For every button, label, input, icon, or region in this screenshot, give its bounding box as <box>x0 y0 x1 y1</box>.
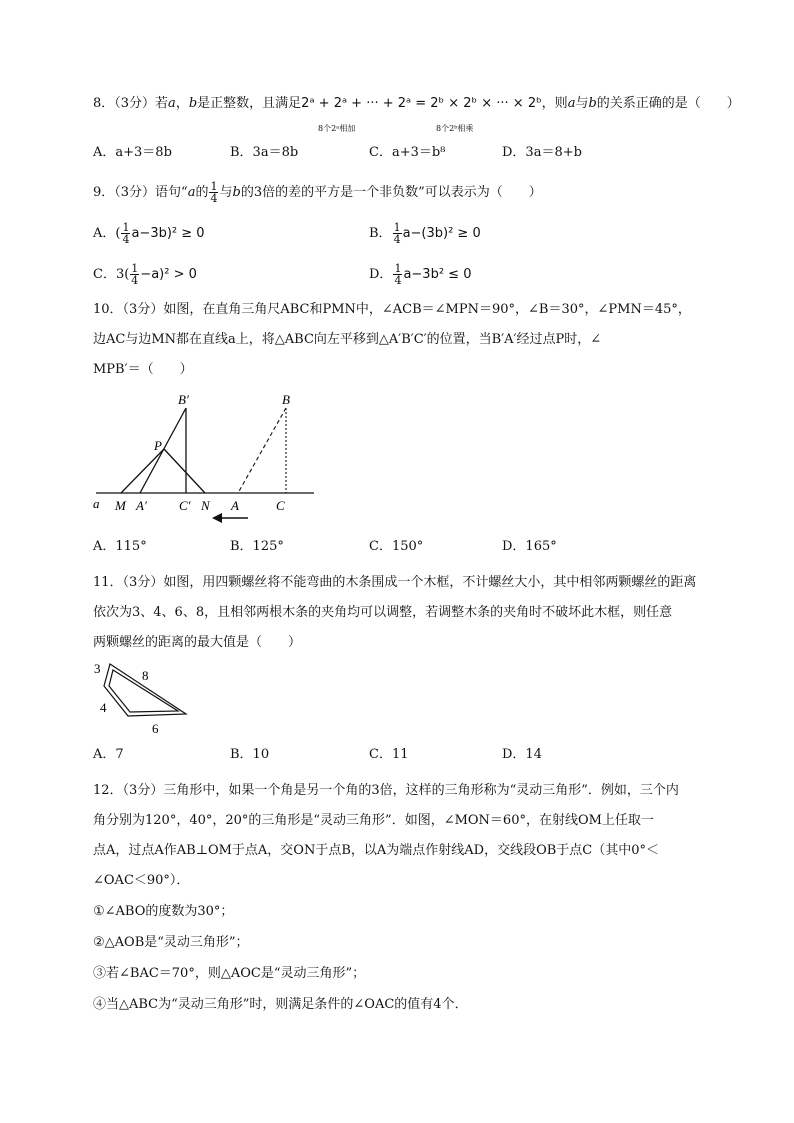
label-b-prime: B′ <box>178 392 189 407</box>
label-c: C <box>276 498 285 513</box>
q12-line-2: 角分别为120°，40°，20°的三角形是“灵动三角形”．如图，∠MON＝60°，在射线OM上任取一 <box>93 813 654 828</box>
q11-option-b: B．10 <box>230 747 270 762</box>
q10-line-2: 边AC与边MN都在直线a上，将△ABC向左平移到△A′B′C′的位置，当B′A′经过点P时，∠ <box>93 332 602 347</box>
q8-option-a: A．a+3＝8b <box>93 145 172 160</box>
label-8: 8 <box>142 668 149 683</box>
q12-statement-1: ①∠ABO的度数为30°； <box>93 904 234 919</box>
q12-statement-3: ③若∠BAC＝70°，则△AOC是“灵动三角形”； <box>93 966 366 981</box>
segment-pn <box>164 449 205 493</box>
q11-figure <box>90 656 200 738</box>
label-p: P <box>154 438 162 453</box>
q8-note-add: 8个2ᵃ相加 <box>318 124 356 133</box>
q10-figure <box>88 388 320 528</box>
q11-option-a: A．7 <box>93 747 124 762</box>
q9-option-a: A．( $\frac{1}{4}$ a−3b)² ≥ 0 <box>93 221 205 246</box>
q9-option-c: C．3( $\frac{1}{4}$ −a)² > 0 <box>93 262 197 287</box>
label-a-line: a <box>93 496 100 511</box>
q11-line-2: 依次为3、4、6、8，且相邻两根木条的夹角均可以调整，若调整木条的夹角时不破坏此木框，则任意 <box>93 605 673 620</box>
label-b: B <box>282 392 290 407</box>
q12-line-3: 点A，过点A作AB⊥OM于点A，交ON于点B，以A为端点作射线AD，交线段OB于点C（其中0°＜ <box>93 843 660 858</box>
label-n: N <box>201 498 210 513</box>
label-a-prime: A′ <box>136 498 147 513</box>
q11-line-1: 11．（3分）如图，用四颗螺丝将不能弯曲的木条围成一个木框，不计螺丝大小，其中相邻两颗螺丝的距离 <box>93 575 697 590</box>
q8-equation: 2ᵃ + 2ᵃ + ··· + 2ᵃ = 2ᵇ × 2ᵇ × ··· × 2ᵇ <box>301 96 542 111</box>
label-3: 3 <box>94 661 101 676</box>
q8-option-b: B．3a＝8b <box>230 145 299 160</box>
q10-option-d: D．165° <box>502 539 557 554</box>
label-6: 6 <box>152 721 159 736</box>
label-4: 4 <box>100 700 107 715</box>
q8-stem: 8．（3分）若a，b是正整数，且满足2ᵃ + 2ᵃ + ··· + 2ᵃ = 2ᵇ × 2ᵇ × ··· × 2ᵇ，则a与b的关系正确的是（ ） <box>93 96 740 111</box>
q12-statement-4: ④当△ABC为“灵动三角形”时，则满足条件的∠OAC的值有4个． <box>93 997 468 1012</box>
label-c-prime: C′ <box>179 498 191 513</box>
q11-option-d: D．14 <box>502 747 542 762</box>
q10-line-3: MPB′＝（ ） <box>93 362 193 377</box>
q8-option-d: D．3a＝8+b <box>502 145 582 160</box>
q10-option-b: B．125° <box>230 539 284 554</box>
q10-option-a: A．115° <box>93 539 147 554</box>
arrow-left-icon <box>212 513 222 523</box>
q9-option-d: D． $\frac{1}{4}$ a−3b² ≤ 0 <box>369 262 472 287</box>
q9-option-b: B． $\frac{1}{4}$ a−(3b)² ≥ 0 <box>369 221 481 246</box>
q9-stem: 9．（3分）语句“a的 $\frac{1}{4}$ 与b的3倍的差的平方是一个非负数”可以表示为（ ） <box>93 180 542 205</box>
segment-ab <box>238 408 286 493</box>
q12-statement-2: ②△AOB是“灵动三角形”； <box>93 935 249 950</box>
segment-ba-prime <box>140 408 186 493</box>
q10-option-c: C．150° <box>369 539 424 554</box>
label-a: A <box>231 498 239 513</box>
q12-line-1: 12．（3分）三角形中，如果一个角是另一个角的3倍，这样的三角形称为“灵动三角形”．例如，三个内 <box>93 783 679 798</box>
q12-line-4: ∠OAC＜90°）． <box>93 873 190 888</box>
q11-option-c: C．11 <box>369 747 409 762</box>
segment-mp <box>121 449 164 493</box>
q8-note-mul: 8个2ᵇ相乘 <box>436 124 474 133</box>
q10-line-1: 10．（3分）如图，在直角三角尺ABC和PMN中，∠ACB＝∠MPN＝90°，∠B＝30°，∠PMN＝45°， <box>93 302 691 317</box>
label-m: M <box>115 498 126 513</box>
q8-option-c: C．a+3＝b⁸ <box>369 145 446 160</box>
q9-fraction: $\frac{1}{4}$ <box>210 180 218 205</box>
q11-line-3: 两颗螺丝的距离的最大值是（ ） <box>93 635 302 650</box>
